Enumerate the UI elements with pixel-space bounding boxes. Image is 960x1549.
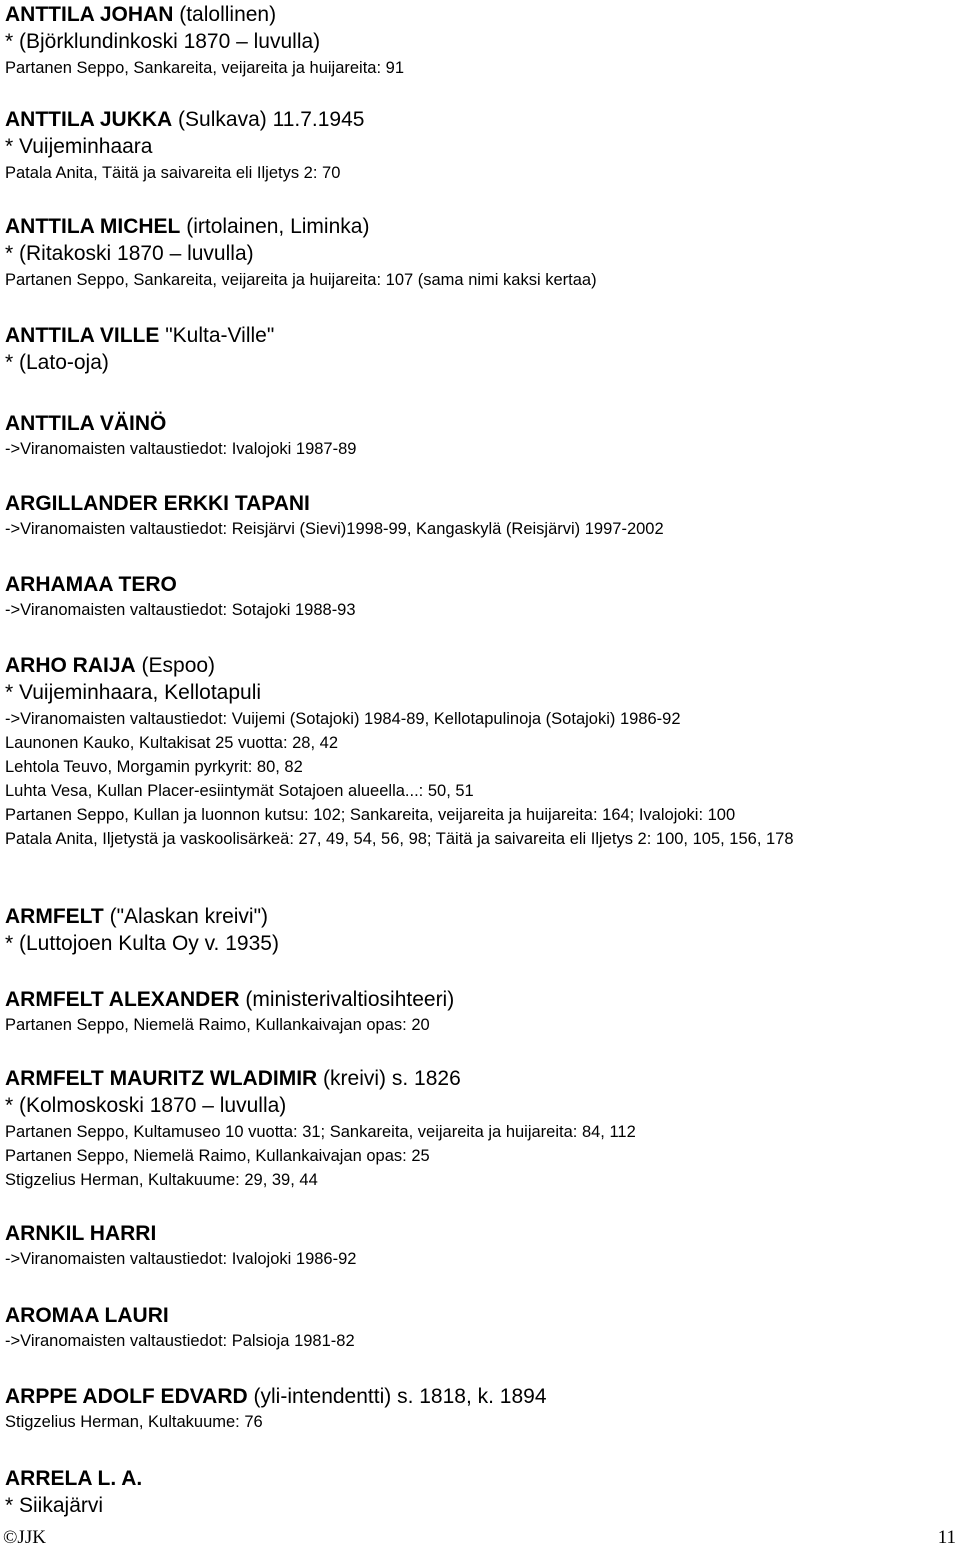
entry-location: * Siikajärvi xyxy=(5,1494,104,1517)
entry-qualifier: (Espoo) xyxy=(135,654,216,677)
entry-name: ANTTILA MICHEL xyxy=(5,215,181,238)
entry-heading xyxy=(5,1065,960,1092)
entry-reference: Lehtola Teuvo, Morgamin pyrkyrit: 80, 82 xyxy=(5,758,303,776)
entry-name: ARMFELT xyxy=(5,905,104,928)
index-entry xyxy=(5,903,960,958)
index-entry xyxy=(5,1383,960,1434)
entry-qualifier: "Kulta-Ville" xyxy=(159,324,275,347)
index-entry xyxy=(5,1,960,80)
entry-reference: ->Viranomaisten valtaustiedot: Ivalojoki 1987-89 xyxy=(5,440,357,458)
entry-heading xyxy=(5,986,960,1013)
entry-name: ANTTILA JOHAN xyxy=(5,3,174,26)
index-entry xyxy=(5,1065,960,1192)
index-entry xyxy=(5,490,960,541)
entry-reference: ->Viranomaisten valtaustiedot: Ivalojoki 1986-92 xyxy=(5,1250,357,1268)
entry-name: ARPPE ADOLF EDVARD xyxy=(5,1385,248,1408)
entry-qualifier: (kreivi) s. 1826 xyxy=(317,1067,461,1090)
entry-heading xyxy=(5,903,960,930)
entry-heading xyxy=(5,410,960,437)
entry-heading xyxy=(5,1383,960,1410)
entry-name: ANTTILA VÄINÖ xyxy=(5,412,167,435)
entry-reference: Launonen Kauko, Kultakisat 25 vuotta: 28, 42 xyxy=(5,734,338,752)
entry-heading xyxy=(5,1465,960,1492)
entry-qualifier: (yli-intendentti) s. 1818, k. 1894 xyxy=(247,1385,547,1408)
entry-name: ARHO RAIJA xyxy=(5,654,136,677)
entry-name: ARNKIL HARRI xyxy=(5,1222,157,1245)
entry-reference: ->Viranomaisten valtaustiedot: Sotajoki 1988-93 xyxy=(5,601,356,619)
page-number: 11 xyxy=(937,1527,956,1548)
entry-heading xyxy=(5,1,960,28)
entry-qualifier: (irtolainen, Liminka) xyxy=(180,215,370,238)
entry-heading xyxy=(5,322,960,349)
index-entry xyxy=(5,1465,960,1520)
entry-name: ARGILLANDER ERKKI TAPANI xyxy=(5,492,310,515)
entry-heading xyxy=(5,106,960,133)
index-entry xyxy=(5,571,960,622)
entry-reference: Luhta Vesa, Kullan Placer-esiintymät Sotajoen alueella...: 50, 51 xyxy=(5,782,474,800)
entry-location: * (Kolmoskoski 1870 – luvulla) xyxy=(5,1094,287,1117)
index-entry xyxy=(5,106,960,185)
entry-name: AROMAA LAURI xyxy=(5,1304,169,1327)
entry-reference: ->Viranomaisten valtaustiedot: Vuijemi (Sotajoki) 1984-89, Kellotapulinoja (Sotajoki) 1986-92 xyxy=(5,710,681,728)
entry-location: * Vuijeminhaara, Kellotapuli xyxy=(5,681,262,704)
entry-name: ARMFELT ALEXANDER xyxy=(5,988,240,1011)
entry-heading xyxy=(5,652,960,679)
entry-reference: Partanen Seppo, Kullan ja luonnon kutsu: 102; Sankareita, veijareita ja huijareita: 164; Ivalojoki: 100 xyxy=(5,806,736,824)
entry-qualifier: ("Alaskan kreivi") xyxy=(103,905,269,928)
entry-reference: ->Viranomaisten valtaustiedot: Palsioja 1981-82 xyxy=(5,1332,355,1350)
entry-reference: ->Viranomaisten valtaustiedot: Reisjärvi (Sievi)1998-99, Kangaskylä (Reisjärvi) 1997-2002 xyxy=(5,520,664,538)
entry-reference: Partanen Seppo, Sankareita, veijareita ja huijareita: 107 (sama nimi kaksi kertaa) xyxy=(5,271,597,289)
entry-location: * (Lato-oja) xyxy=(5,351,109,374)
index-entry xyxy=(5,410,960,461)
entry-qualifier: (ministerivaltiosihteeri) xyxy=(239,988,455,1011)
entry-name: ARHAMAA TERO xyxy=(5,573,177,596)
page-footer xyxy=(0,1527,960,1549)
index-entry xyxy=(5,986,960,1037)
entry-heading xyxy=(5,1220,960,1247)
entry-name: ANTTILA JUKKA xyxy=(5,108,173,131)
copyright-notice: ©JJK xyxy=(3,1527,46,1548)
entry-reference: Partanen Seppo, Niemelä Raimo, Kullankaivajan opas: 20 xyxy=(5,1016,430,1034)
entry-reference: Partanen Seppo, Kultamuseo 10 vuotta: 31; Sankareita, veijareita ja huijareita: 84, 112 xyxy=(5,1123,636,1141)
entry-heading xyxy=(5,571,960,598)
entry-location: * (Ritakoski 1870 – luvulla) xyxy=(5,242,254,265)
entry-reference: Patala Anita, Iljetystä ja vaskoolisärkeä: 27, 49, 54, 56, 98; Täitä ja saivareita eli Iljetys 2: 100, 105, 156, 178 xyxy=(5,830,794,848)
index-entry xyxy=(5,652,960,851)
entry-reference: Stigzelius Herman, Kultakuume: 29, 39, 44 xyxy=(5,1171,318,1189)
entry-qualifier: (Sulkava) 11.7.1945 xyxy=(172,108,365,131)
entry-location: * Vuijeminhaara xyxy=(5,135,153,158)
entry-heading xyxy=(5,490,960,517)
index-entry xyxy=(5,213,960,292)
entry-heading xyxy=(5,213,960,240)
entry-location: * (Björklundinkoski 1870 – luvulla) xyxy=(5,30,321,53)
index-entry xyxy=(5,1220,960,1271)
index-entry xyxy=(5,1302,960,1353)
entry-location: * (Luttojoen Kulta Oy v. 1935) xyxy=(5,932,279,955)
entry-reference: Stigzelius Herman, Kultakuume: 76 xyxy=(5,1413,263,1431)
entry-name: ARRELA L. A. xyxy=(5,1467,143,1490)
entry-qualifier: (talollinen) xyxy=(173,3,277,26)
entry-name: ANTTILA VILLE xyxy=(5,324,160,347)
entry-name: ARMFELT MAURITZ WLADIMIR xyxy=(5,1067,318,1090)
entry-reference: Partanen Seppo, Niemelä Raimo, Kullankaivajan opas: 25 xyxy=(5,1147,430,1165)
entry-reference: Partanen Seppo, Sankareita, veijareita ja huijareita: 91 xyxy=(5,59,405,77)
entry-heading xyxy=(5,1302,960,1329)
index-entry xyxy=(5,322,960,377)
entry-reference: Patala Anita, Täitä ja saivareita eli Iljetys 2: 70 xyxy=(5,164,341,182)
